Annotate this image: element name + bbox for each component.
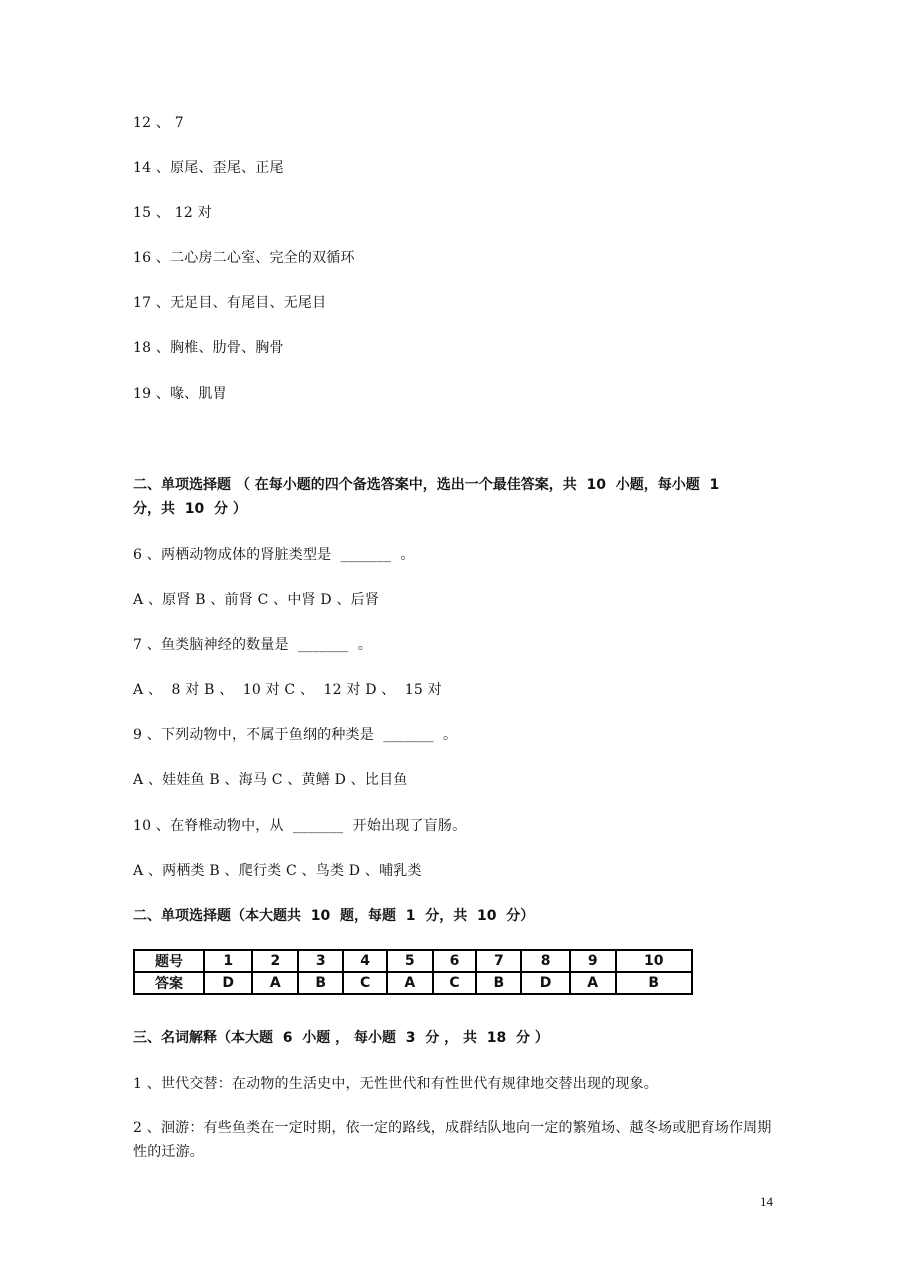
table-row-label: 答案 [134,972,204,994]
question-options: A 、两栖类 B 、爬行类 C 、鸟类 D 、哺乳类 [133,863,422,879]
table-cell: 2 [252,950,298,972]
table-cell: 10 [616,950,692,972]
table-cell: C [343,972,387,994]
table-cell: 7 [476,950,521,972]
definition: 2 、洄游：有些鱼类在一定时期，依一定的路线，成群结队地向一定的繁殖场、越冬场或肥育场作周期性的迁游。 [133,1120,772,1160]
answer-line: 18 、胸椎、肋骨、胸骨 [133,340,284,356]
section-heading: 三、名词解释（本大题 6 小题 ， 每小题 3 分 ， 共 18 分 ） [133,1030,549,1046]
table-cell: B [298,972,343,994]
question-options: A 、 8 对 B 、 10 对 C 、 12 对 D 、 15 对 [133,682,442,698]
question: 7 、鱼类脑神经的数量是 _______ 。 [133,637,372,653]
table-cell: A [252,972,298,994]
table-cell: A [387,972,433,994]
table-cell: 6 [433,950,477,972]
table-cell: D [521,972,569,994]
table-cell: A [570,972,616,994]
table-cell: B [476,972,521,994]
table-row [134,972,692,994]
question-options: A 、娃娃鱼 B 、海马 C 、黄鳝 D 、比目鱼 [133,772,408,788]
table-cell: 1 [204,950,252,972]
answer-line: 19 、喙、肌胃 [133,386,227,402]
table-cell: 4 [343,950,387,972]
answer-line: 16 、二心房二心室、完全的双循环 [133,250,355,266]
table-cell: D [204,972,252,994]
section-heading: 二、单项选择题 （ 在每小题的四个备选答案中，选出一个最佳答案，共 10 小题，每小题 1 [133,477,720,493]
table-row [134,950,692,972]
section-heading-cont: 分，共 10 分 ） [133,501,247,517]
answer-line: 14 、原尾、歪尾、正尾 [133,160,284,176]
table-cell: B [616,972,692,994]
answer-table [133,949,693,995]
table-cell: 3 [298,950,343,972]
table-cell: 8 [521,950,569,972]
page-number: 14 [760,1194,773,1209]
question-options: A 、原肾 B 、前肾 C 、中肾 D 、后肾 [133,592,380,608]
answer-line: 15 、 12 对 [133,205,212,221]
table-cell: 5 [387,950,433,972]
table-row-label: 题号 [134,950,204,972]
answer-line: 17 、无足目、有尾目、无尾目 [133,295,327,311]
answer-table-heading: 二、单项选择题（本大题共 10 题，每题 1 分，共 10 分） [133,908,535,924]
table-cell: 9 [570,950,616,972]
question: 10 、在脊椎动物中，从 _______ 开始出现了盲肠。 [133,818,467,834]
answer-line: 12 、 7 [133,115,184,131]
question: 6 、两栖动物成体的肾脏类型是 _______ 。 [133,547,415,563]
table-cell: C [433,972,477,994]
definition: 1 、世代交替：在动物的生活史中，无性世代和有性世代有规律地交替出现的现象。 [133,1076,658,1092]
question: 9 、下列动物中，不属于鱼纲的种类是 _______ 。 [133,727,458,743]
